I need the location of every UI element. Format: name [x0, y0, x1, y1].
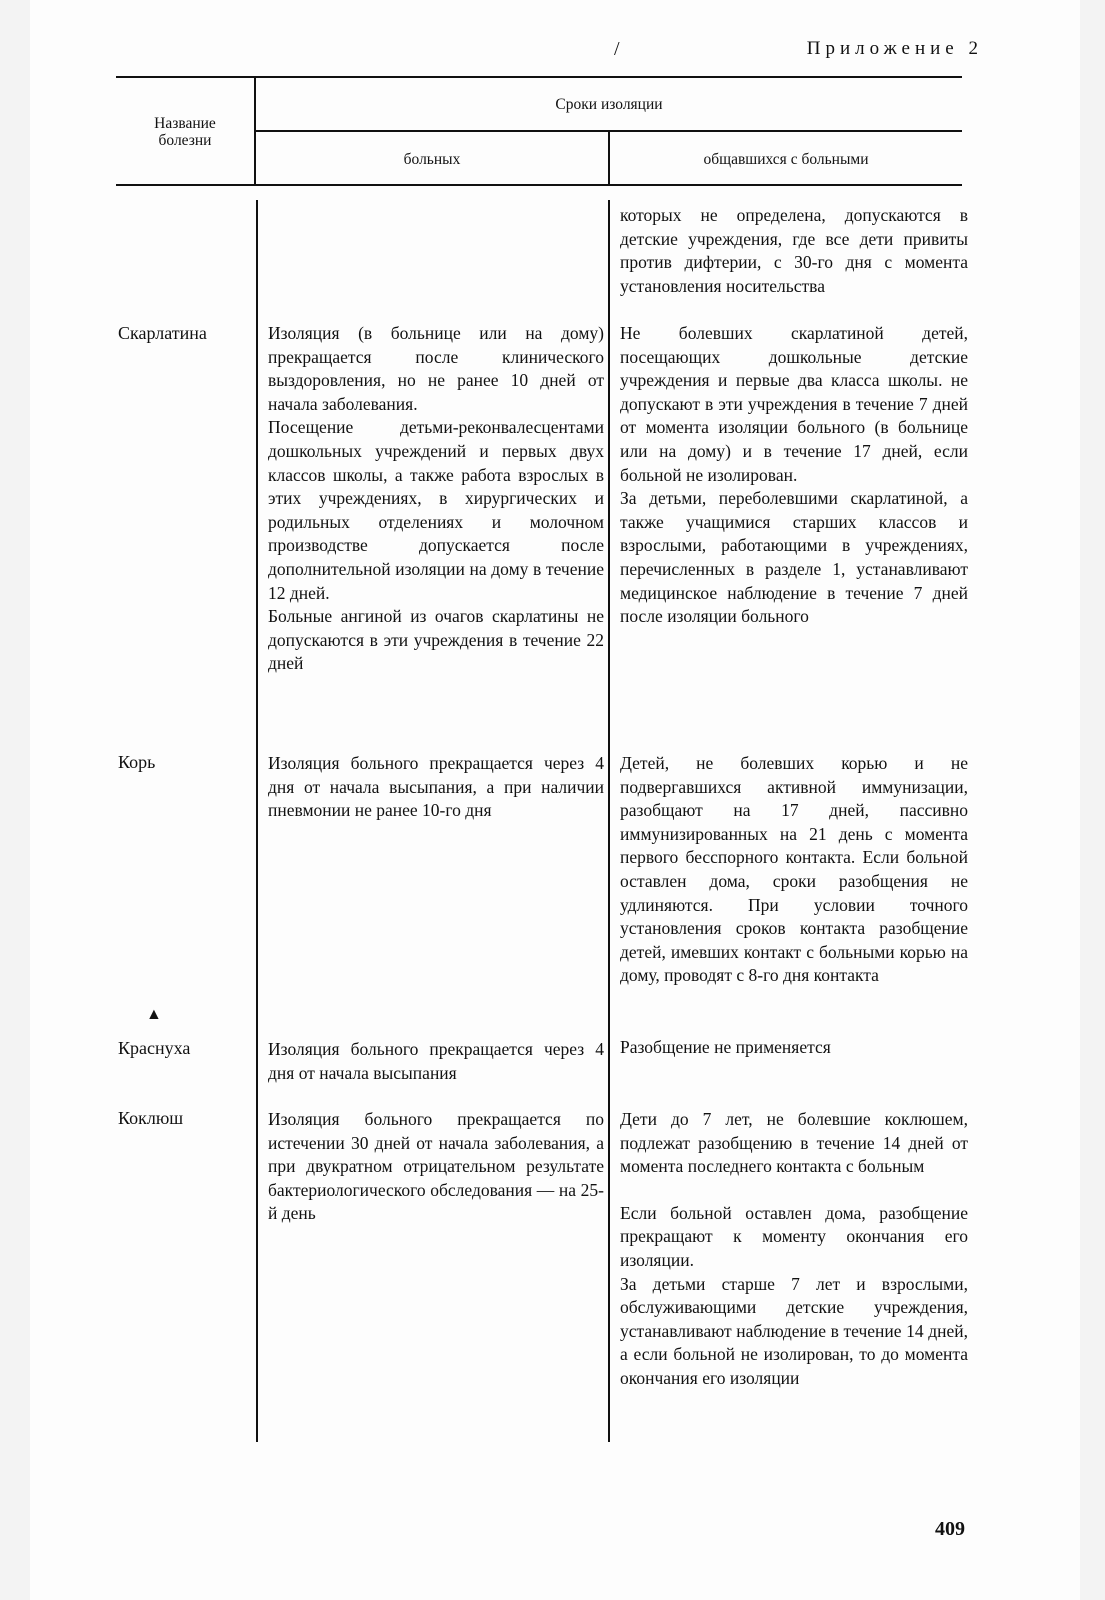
scarlet-fever-contacts-p1: Не болевших скарлатиной детей, посещающих дошкольные детские учреждения и первые два класса школы. не допускают в эти учреждения в течение 7 дней от момента изоляции больного (в больнице или на дому) и в течение 17 дней, если больной не изолирован.: [620, 323, 968, 485]
header-bottom-rule: [116, 184, 962, 186]
ink-mark: ▲: [146, 1006, 162, 1023]
header-patients: больных: [403, 151, 461, 168]
scarlet-fever-patients-cell: [268, 322, 604, 676]
header-isolation-terms: Сроки изоляции: [555, 96, 663, 113]
header-divider-1: [254, 77, 256, 185]
rubella-contacts-cell: [620, 1036, 968, 1060]
scarlet-fever-patients-p1: Изоляция (в больнице или на дому) прекращается после клинического выздоровления, но не ранее 10 дней от начала заболевания.: [268, 323, 604, 414]
pen-mark: /: [614, 38, 620, 60]
whooping-cough-patients-cell: [268, 1108, 604, 1226]
whooping-cough-contacts-p3: За детьми старше 7 лет и взрослыми, обслуживающими детские учреждения, устанавливают наблюдение в течение 14 дней, а если больной не изолирован, то до момента окончания его изоляции: [620, 1273, 968, 1388]
measles-patients-cell: [268, 752, 604, 823]
measles-contacts-cell: [620, 752, 968, 988]
disease-rubella: Краснуха: [118, 1038, 191, 1058]
rubella-patients-p1: Изоляция больного прекращается через 4 дня от начала высыпания: [268, 1039, 604, 1083]
rubella-contacts-p1: Разобщение не применяется: [620, 1037, 831, 1057]
whooping-cough-contacts-p1: Дети до 7 лет, не болевшие коклюшем, подлежат разобщению в течение 14 дней от момента последнего контакта с больным: [620, 1109, 968, 1177]
page-number: 409: [935, 1518, 965, 1540]
whooping-cough-contacts-cell: [620, 1108, 968, 1391]
rubella-patients-cell: [268, 1038, 604, 1085]
continuation-contacts-text: которых не определена, допускаются в детские учреждения, где все дети привиты против дифтерии, с 30-го дня с момента установления носительства: [620, 205, 968, 296]
scarlet-fever-contacts-p2: За детьми, переболевшими скарлатиной, а также учащимися старших классов и взрослыми, работающими в учреждениях, перечисленных в разделе 1, устанавливают медицинское наблюдение в течение 7 дней после изоляции больного: [620, 488, 968, 627]
body-divider-1: [256, 200, 258, 1442]
continuation-contacts-cell: [620, 204, 968, 298]
table-top-rule: [116, 76, 962, 78]
disease-scarlet-fever: Скарлатина: [118, 323, 207, 343]
whooping-cough-patients-p1: Изоляция больного прекращается по истечении 30 дней от начала заболевания, а при двукратном отрицательном результате бактериологического обследования — на 25-й день: [268, 1109, 604, 1224]
disease-whooping-cough: Коклюш: [118, 1108, 184, 1128]
disease-measles: Корь: [118, 752, 156, 772]
scarlet-fever-contacts-cell: [620, 322, 968, 629]
header-disease-name: Название болезни: [154, 115, 216, 149]
measles-contacts-p1: Детей, не болевших корью и не подвергавшихся активной иммунизации, разобщают на 17 дней, пассивно иммунизированных на 21 день с момента первого бесспорного контакта. Если больной оставлен дома, сроки разобщения не удлиняются. При условии точного установления сроков контакта разобщение детей, имевших контакт с больными корью на дому, проводят с 8-го дня контакта: [620, 753, 968, 986]
body-divider-2: [608, 200, 610, 1442]
measles-patients-p1: Изоляция больного прекращается через 4 дня от начала высыпания, а при наличии пневмонии не ранее 10-го дня: [268, 753, 604, 821]
appendix-label: Приложение 2: [806, 38, 983, 59]
whooping-cough-contacts-p2: Если больной оставлен дома, разобщение прекращают к моменту окончания его изоляции.: [620, 1202, 968, 1270]
scarlet-fever-patients-p3: Больные ангиной из очагов скарлатины не допускаются в эти учреждения в течение 22 дней: [268, 606, 604, 674]
scarlet-fever-patients-p2: Посещение детьми-реконвалесцентами дошкольных учреждений и первых двух классов школы, а также работа взрослых в этих учреждениях, в хирургических и родильных отделениях и молочном производстве допускается после дополнительной изоляции на дому в течение 12 дней.: [268, 417, 604, 603]
header-contacts: общавшихся с больными: [703, 151, 869, 168]
